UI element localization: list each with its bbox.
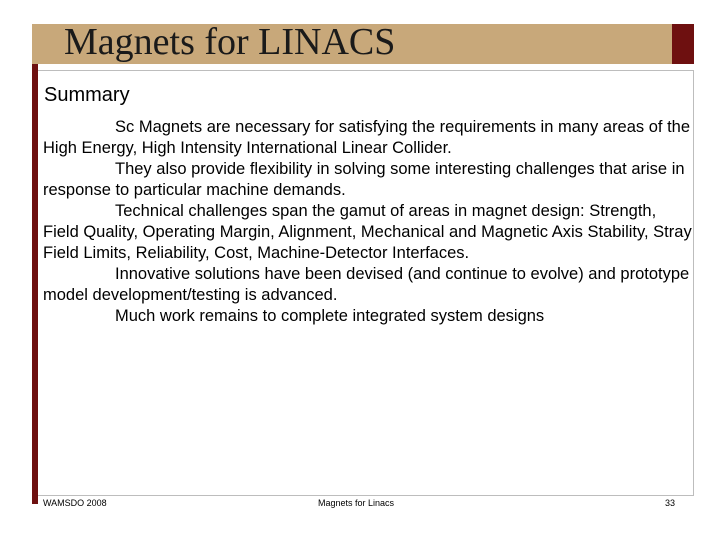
slide-title: Magnets for LINACS [64, 21, 396, 63]
body-paragraph: Sc Magnets are necessary for satisfying the requirements in many areas of the High Energy, High Intensity International Linear Collider. [43, 118, 691, 157]
body-paragraph: Innovative solutions have been devised (and continue to evolve) and prototype model development/testing is advanced. [43, 265, 690, 304]
footer-title: Magnets for Linacs [318, 498, 395, 508]
body-paragraph: Technical challenges span the gamut of areas in magnet design: Strength, Field Quality, Operating Margin, Alignment, Mechanical and Magnetic Axis Stability, Stray Field Limits, Reliability, Cost, Machine-Detector Interfaces. [43, 202, 692, 262]
page-number: 33 [665, 498, 676, 508]
body-paragraph: Much work remains to complete integrated system designs [115, 307, 545, 325]
section-heading: Summary [44, 84, 130, 106]
title-band-accent [672, 24, 694, 64]
body-paragraph: They also provide flexibility in solving some interesting challenges that arise in response to particular machine demands. [43, 160, 685, 199]
footer-event: WAMSDO 2008 [43, 498, 107, 508]
slide-body [43, 117, 695, 327]
